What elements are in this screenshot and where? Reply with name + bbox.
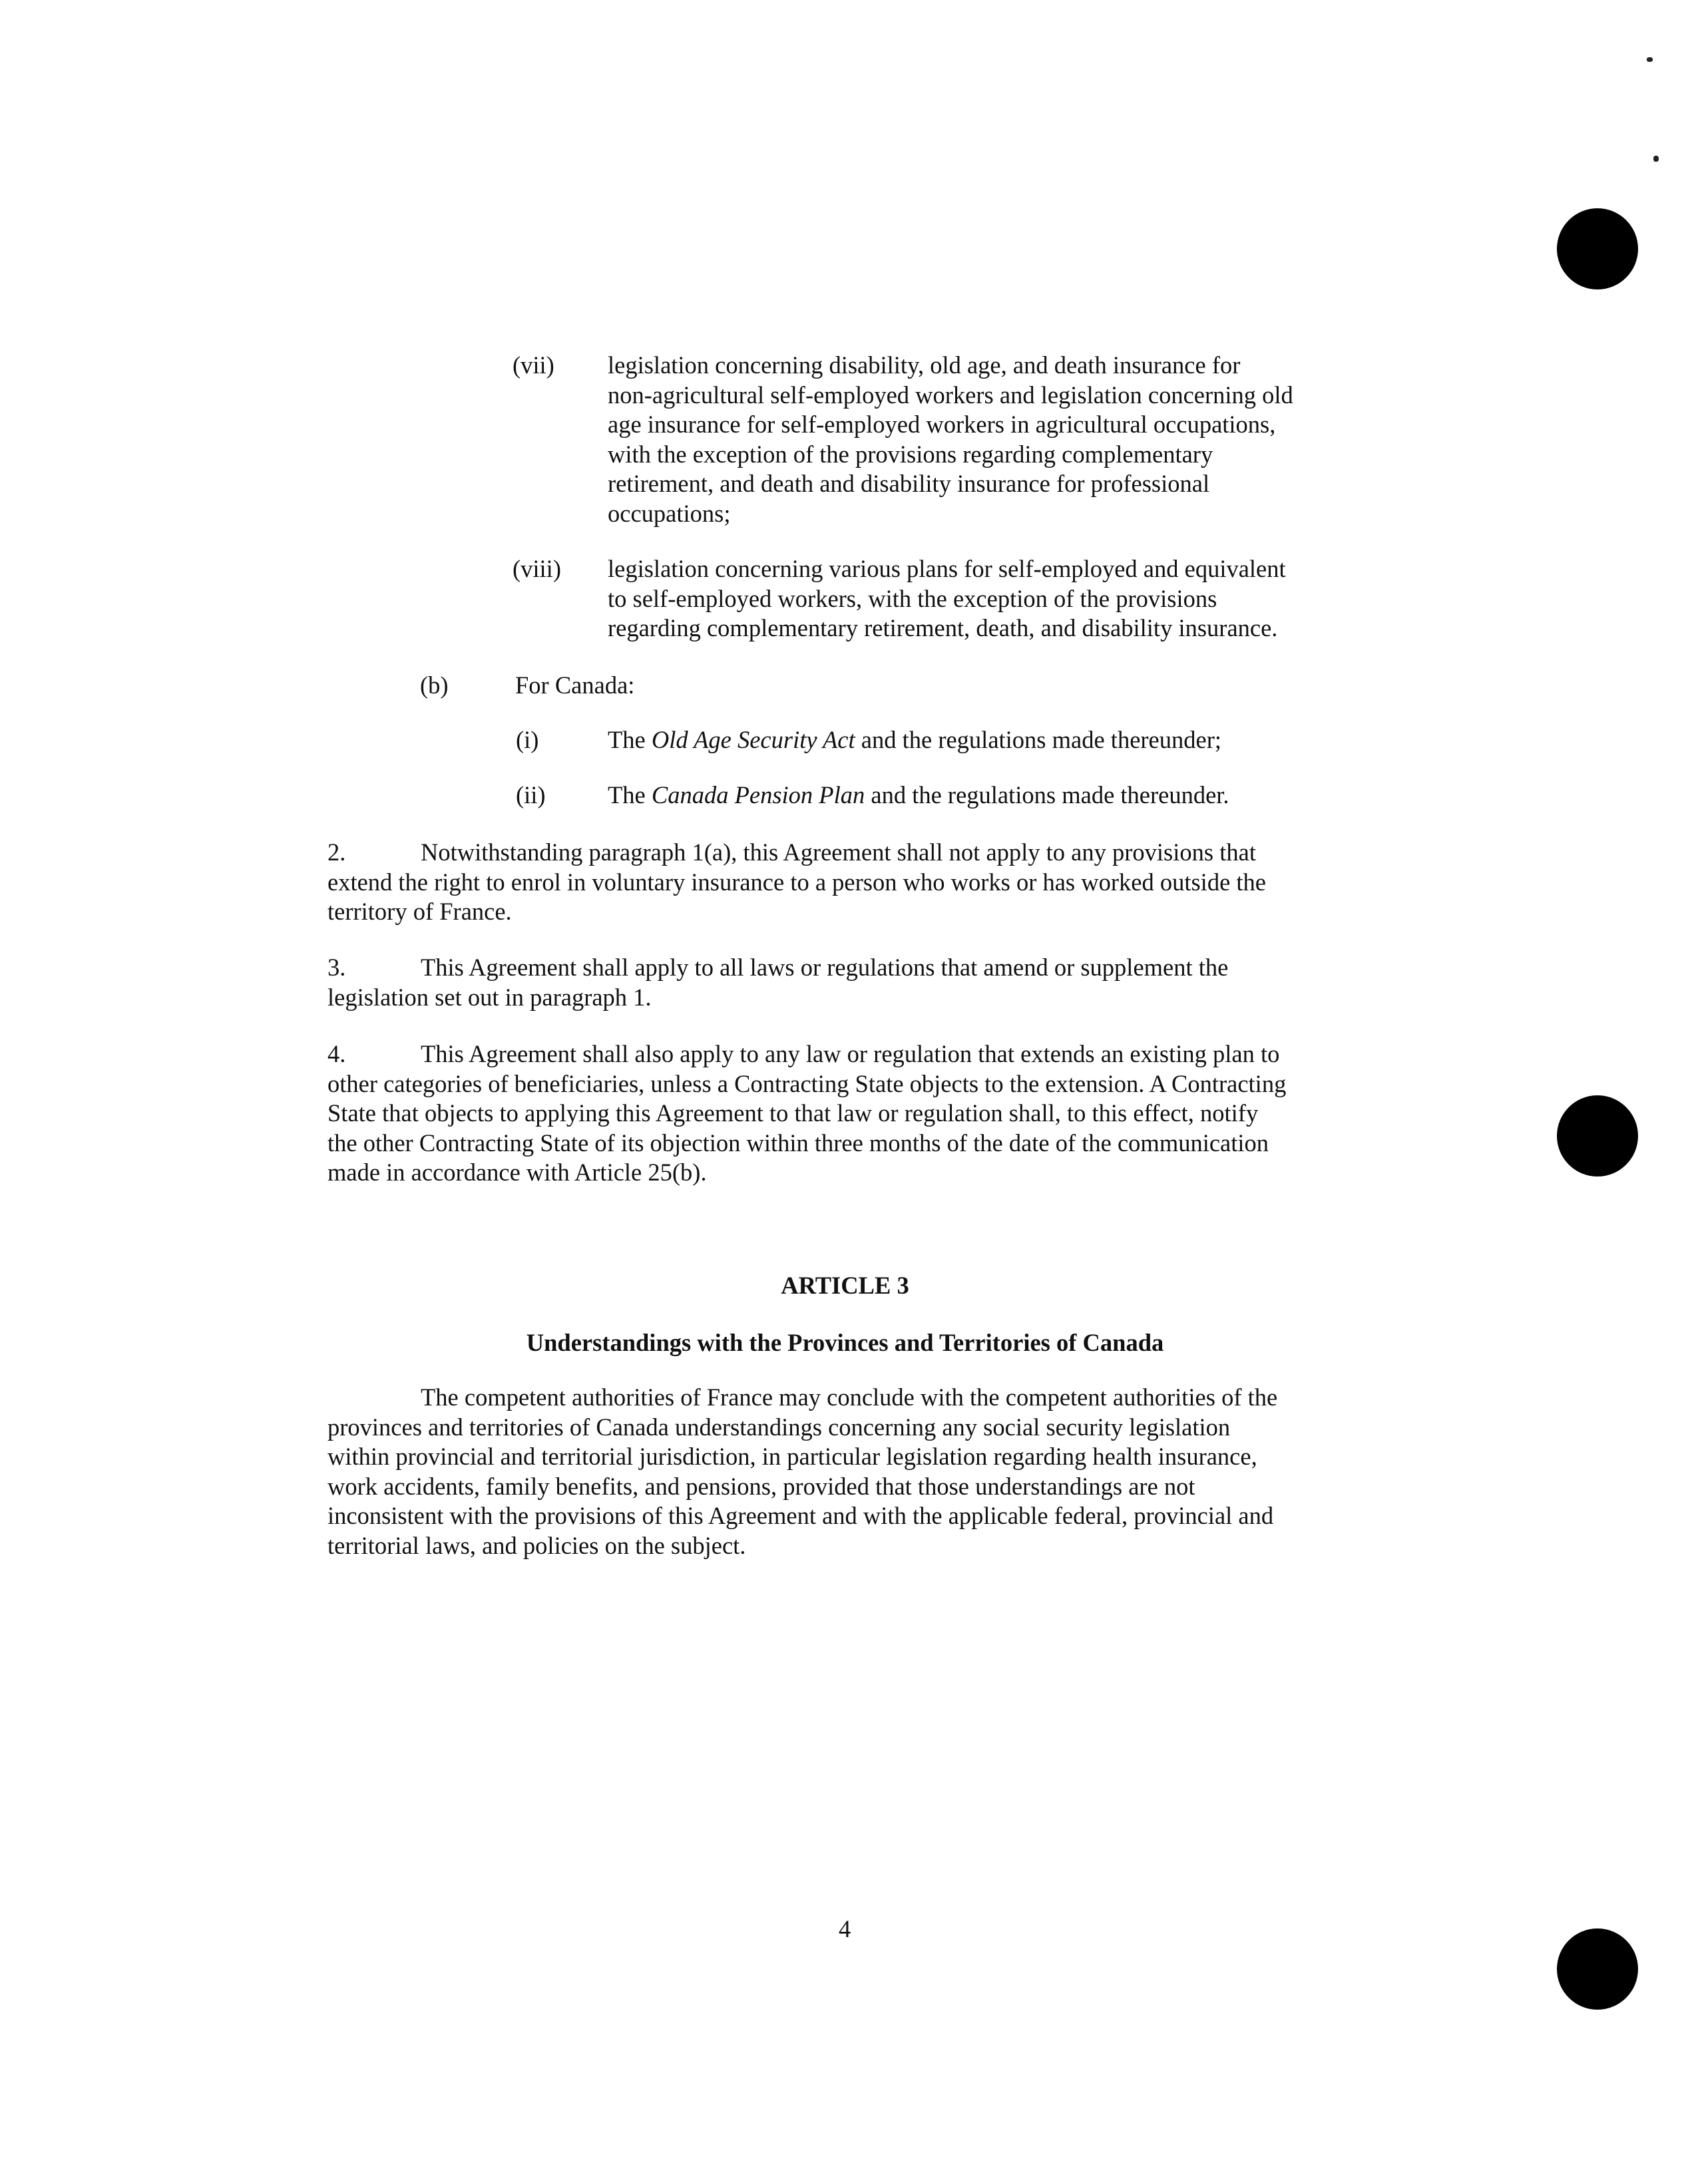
article-body-line-5: inconsistent with the provisions of this Agreement and with the applicable federal, provincial and <box>327 1502 1274 1529</box>
paragraph-4-line-2: other categories of beneficiaries, unless a Contracting State objects to the extension. A Contracting <box>327 1069 1287 1097</box>
item-vii-line-1: legislation concerning disability, old age, and death insurance for <box>608 351 1241 379</box>
scan-speck <box>1653 156 1659 162</box>
item-vii-line-2: non-agricultural self-employed workers and legislation concerning old <box>608 381 1293 409</box>
item-vii-line-5: retirement, and death and disability insurance for professional <box>608 470 1210 497</box>
item-text-i <box>608 725 1221 755</box>
article-body-line-3: within provincial and territorial jurisdiction, in particular legislation regarding health insurance, <box>327 1443 1257 1470</box>
item-viii-line-1: legislation concerning various plans for self-employed and equivalent <box>608 555 1286 582</box>
item-vii-line-3: age insurance for self-employed workers in agricultural occupations, <box>608 411 1276 438</box>
item-text-vii <box>608 351 1293 528</box>
item-i-pre: The <box>608 726 652 753</box>
item-label-ii: (ii) <box>516 781 546 809</box>
paragraph-2-line-1: Notwithstanding paragraph 1(a), this Agreement shall not apply to any provisions that <box>421 838 1256 866</box>
article-title-text: ARTICLE 3 <box>781 1272 909 1299</box>
paragraph-4-line-4: the other Contracting State of its objection within three months of the date of the communication <box>327 1129 1269 1157</box>
item-label-viii: (viii) <box>513 555 561 582</box>
item-text-ii <box>608 781 1229 811</box>
article-subtitle <box>0 1328 1690 1358</box>
paragraph-2 <box>327 838 1266 927</box>
item-vii-line-6: occupations; <box>608 499 731 527</box>
paragraph-2-line-2: extend the right to enrol in voluntary insurance to a person who works or has worked outside the <box>327 868 1266 896</box>
item-ii-pre: The <box>608 781 652 809</box>
scan-speck <box>1647 57 1653 62</box>
item-text-viii <box>608 554 1286 643</box>
paragraph-2-line-3: territory of France. <box>327 898 512 925</box>
paragraph-4 <box>327 1039 1286 1188</box>
item-ii-post: and the regulations made thereunder. <box>865 781 1229 809</box>
item-label-vii: (vii) <box>513 351 554 379</box>
item-label-i: (i) <box>516 726 539 753</box>
item-viii-line-3: regarding complementary retirement, death, and disability insurance. <box>608 614 1278 641</box>
page-number: 4 <box>839 1915 851 1942</box>
item-i-act-name: Old Age Security Act <box>651 726 855 753</box>
paragraph-3-line-1: This Agreement shall apply to all laws or regulations that amend or supplement the <box>421 954 1229 981</box>
article-body-line-6: territorial laws, and policies on the subject. <box>327 1531 746 1559</box>
paragraph-number-3: 3. <box>327 954 346 981</box>
paragraph-4-line-5: made in accordance with Article 25(b). <box>327 1159 707 1186</box>
article-title <box>0 1271 1690 1301</box>
punch-hole-top <box>1557 208 1638 289</box>
punch-hole-bottom <box>1557 1928 1638 2010</box>
article-body-line-1: The competent authorities of France may conclude with the competent authorities of the <box>421 1383 1278 1411</box>
paragraph-number-4: 4. <box>327 1040 346 1067</box>
item-i-post: and the regulations made thereunder; <box>855 726 1221 753</box>
item-text-b: For Canada: <box>515 671 635 699</box>
paragraph-4-line-1: This Agreement shall also apply to any law or regulation that extends an existing plan to <box>421 1040 1280 1067</box>
item-viii-line-2: to self-employed workers, with the exception of the provisions <box>608 584 1217 612</box>
paragraph-3 <box>327 953 1228 1012</box>
paragraph-3-line-2: legislation set out in paragraph 1. <box>327 983 652 1011</box>
item-ii-plan-name: Canada Pension Plan <box>651 781 865 809</box>
article-body-line-4: work accidents, family benefits, and pensions, provided that those understandings are not <box>327 1472 1195 1500</box>
article-subtitle-text: Understandings with the Provinces and Territories of Canada <box>526 1329 1164 1356</box>
item-vii-line-4: with the exception of the provisions regarding complementary <box>608 440 1213 468</box>
article-body-line-2: provinces and territories of Canada understandings concerning any social security legislation <box>327 1413 1231 1441</box>
article-body <box>327 1383 1277 1560</box>
paragraph-number-2: 2. <box>327 838 346 866</box>
punch-hole-middle <box>1557 1095 1638 1177</box>
item-label-b: (b) <box>420 671 449 699</box>
paragraph-4-line-3: State that objects to applying this Agreement to that law or regulation shall, to this effect, notify <box>327 1099 1259 1127</box>
